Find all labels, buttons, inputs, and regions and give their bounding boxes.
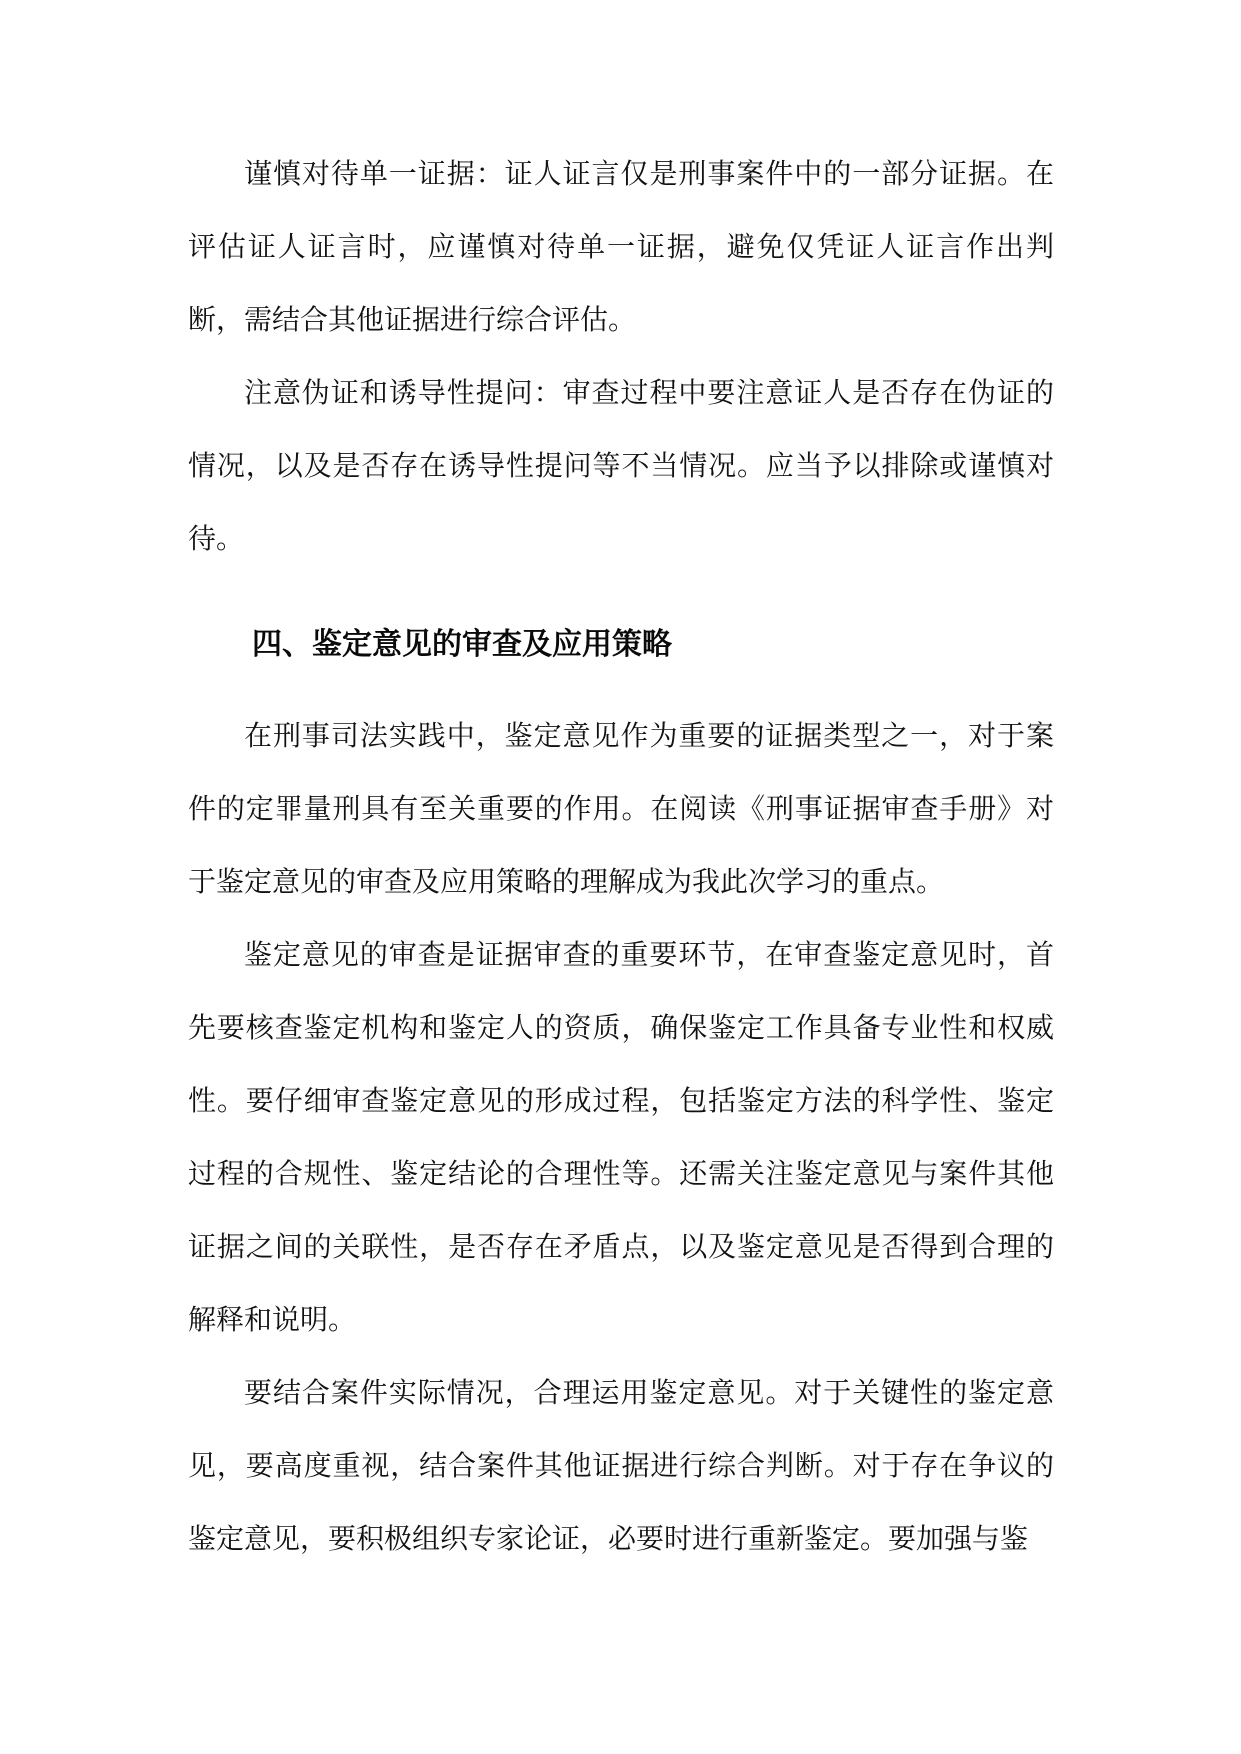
- paragraph-expert-opinion-review: 鉴定意见的审查是证据审查的重要环节，在审查鉴定意见时，首先要核查鉴定机构和鉴定人的资质，确保鉴定工作具备专业性和权威性。要仔细审查鉴定意见的形成过程，包括鉴定方法的科学性、鉴定过程的合规性、鉴定结论的合理性等。还需关注鉴定意见与案件其他证据之间的关联性，是否存在矛盾点，以及鉴定意见是否得到合理的解释和说明。: [188, 938, 1054, 1336]
- paragraph-perjury-leading-questions: 注意伪证和诱导性提问：审查过程中要注意证人是否存在伪证的情况，以及是否存在诱导性提问等不当情况。应当予以排除或谨慎对待。: [188, 376, 1054, 555]
- paragraph-single-evidence: 谨慎对待单一证据：证人证言仅是刑事案件中的一部分证据。在评估证人证言时，应谨慎对待单一证据，避免仅凭证人证言作出判断，需结合其他证据进行综合评估。: [188, 157, 1054, 336]
- document-body: [188, 137, 1054, 1575]
- section-heading: 四、鉴定意见的审查及应用策略: [252, 627, 672, 662]
- paragraph-expert-opinion-intro: 在刑事司法实践中，鉴定意见作为重要的证据类型之一，对于案件的定罪量刑具有至关重要的作用。在阅读《刑事证据审查手册》对于鉴定意见的审查及应用策略的理解成为我此次学习的重点。: [188, 719, 1054, 898]
- paragraph-expert-opinion-application: 要结合案件实际情况，合理运用鉴定意见。对于关键性的鉴定意见，要高度重视，结合案件其他证据进行综合判断。对于存在争议的鉴定意见，要积极组织专家论证，必要时进行重新鉴定。要加强与鉴: [188, 1376, 1054, 1555]
